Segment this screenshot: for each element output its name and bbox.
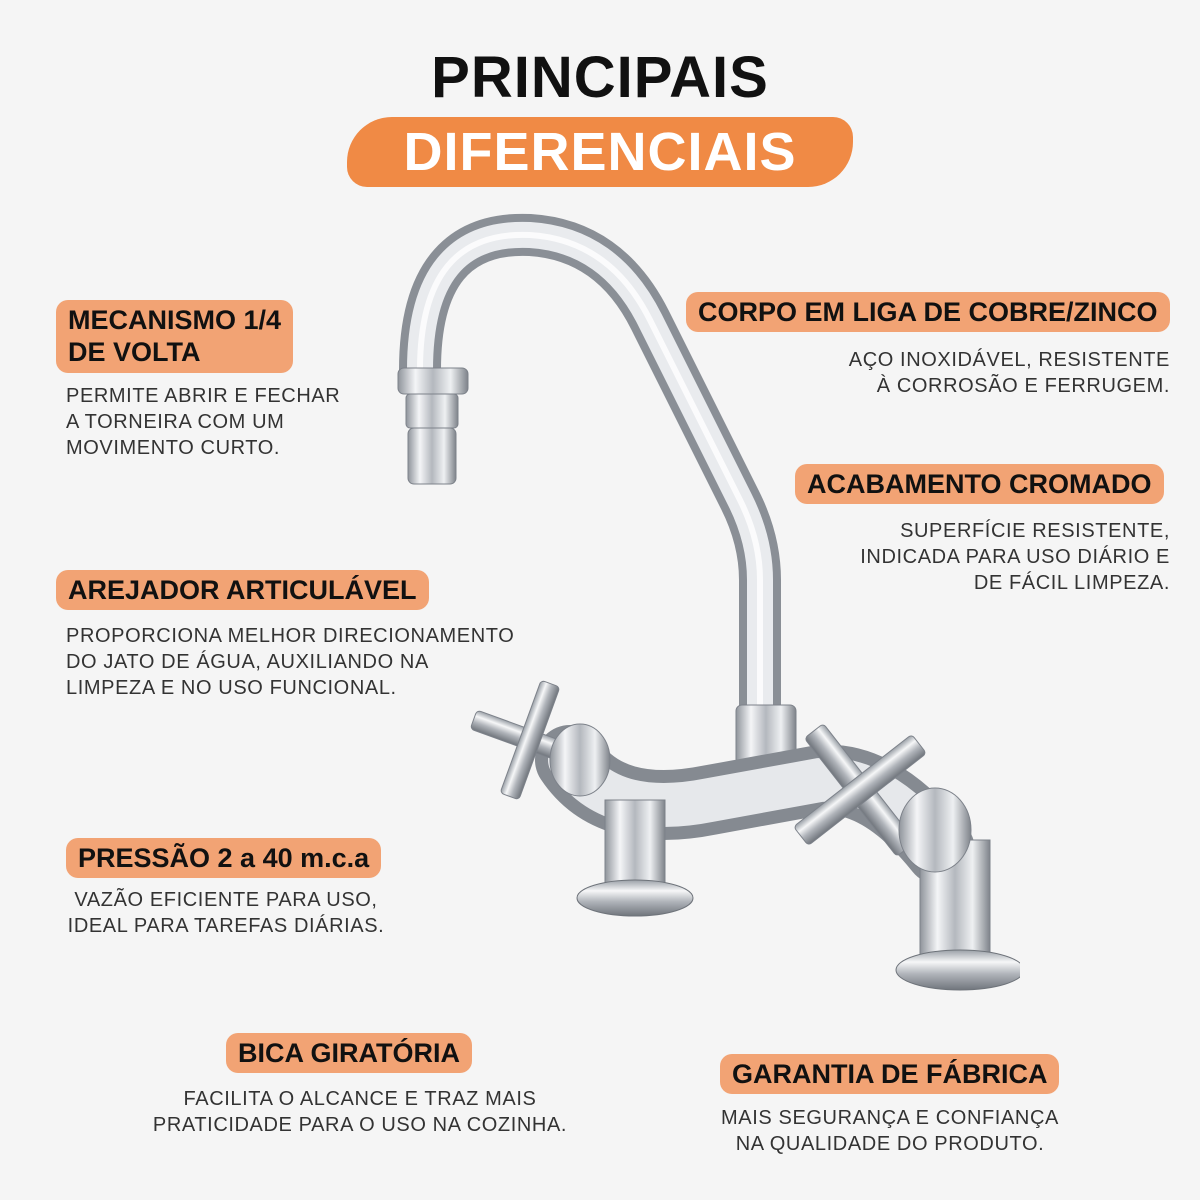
tag-acabamento: ACABAMENTO CROMADO <box>795 464 1164 504</box>
desc-acabamento: SUPERFÍCIE RESISTENTE, INDICADA PARA USO DIÁRIO E DE FÁCIL LIMPEZA. <box>860 520 1170 594</box>
tag-arejador: AREJADOR ARTICULÁVEL <box>56 570 429 610</box>
desc-bica: FACILITA O ALCANCE E TRAZ MAIS PRATICIDADE PARA O USO NA COZINHA. <box>152 1088 568 1136</box>
tag-bica: BICA GIRATÓRIA <box>226 1033 472 1073</box>
desc-arejador: PROPORCIONA MELHOR DIRECIONAMENTO DO JATO DE ÁGUA, AUXILIANDO NA LIMPEZA E NO USO FUNCIONAL. <box>66 625 515 699</box>
page-title: PRINCIPAIS <box>431 45 769 110</box>
desc-corpo: AÇO INOXIDÁVEL, RESISTENTE À CORROSÃO E FERRUGEM. <box>848 349 1170 397</box>
desc-mecanismo: PERMITE ABRIR E FECHAR A TORNEIRA COM UM MOVIMENTO CURTO. <box>66 385 341 459</box>
title-pill-text: DIFERENCIAIS <box>403 122 797 182</box>
tag-garantia: GARANTIA DE FÁBRICA <box>720 1054 1059 1094</box>
desc-garantia: MAIS SEGURANÇA E CONFIANÇA NA QUALIDADE DO PRODUTO. <box>721 1107 1059 1155</box>
tag-pressao: PRESSÃO 2 a 40 m.c.a <box>66 838 381 878</box>
tag-corpo: CORPO EM LIGA DE COBRE/ZINCO <box>686 292 1170 332</box>
desc-pressao: VAZÃO EFICIENTE PARA USO, IDEAL PARA TAREFAS DIÁRIAS. <box>67 889 385 937</box>
tag-mecanismo: MECANISMO 1/4 DE VOLTA <box>56 300 293 373</box>
title-pill <box>347 117 853 187</box>
